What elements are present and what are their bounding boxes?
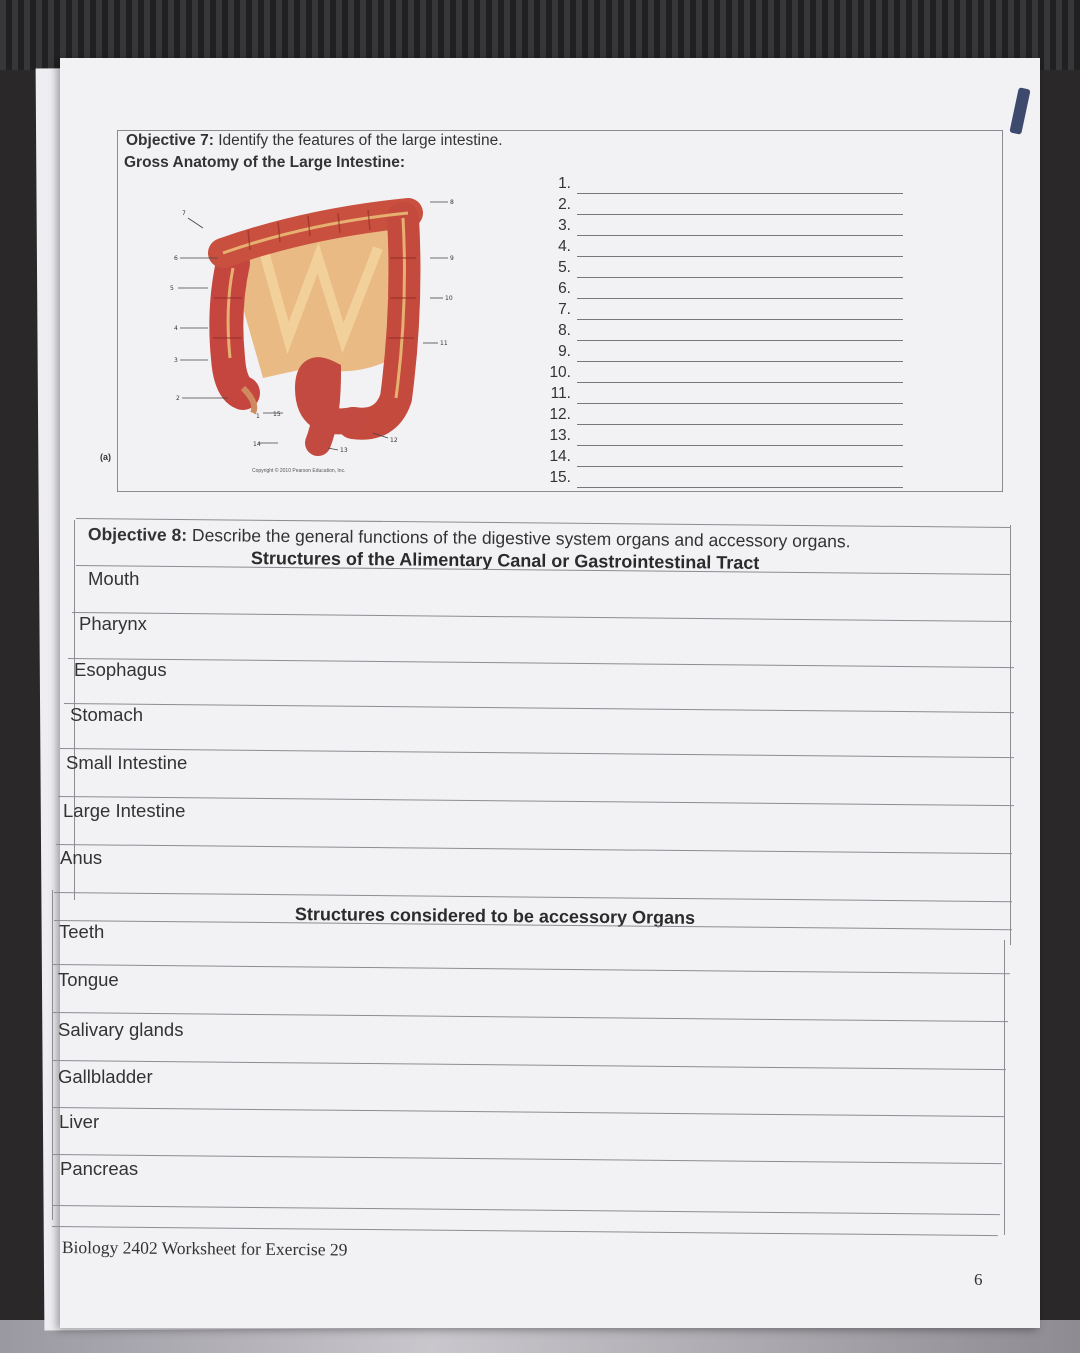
table-right-border (1010, 525, 1011, 945)
row-label-liver: Liver (59, 1111, 100, 1132)
blank-row[interactable] (543, 385, 903, 406)
row-divider (60, 748, 1014, 758)
blank-line[interactable] (577, 193, 903, 194)
blank-number: 1. (558, 175, 571, 192)
row-label-small-intestine: Small Intestine (66, 752, 188, 773)
blank-number: 6. (558, 280, 571, 297)
blank-row[interactable] (543, 343, 903, 364)
row-label-pancreas: Pancreas (60, 1158, 139, 1179)
blank-row[interactable] (543, 175, 903, 196)
blank-number: 12. (549, 406, 571, 423)
callout-7: 7 (182, 210, 186, 217)
blank-row[interactable] (543, 217, 903, 238)
objective7-heading (126, 132, 503, 150)
callout-4: 4 (174, 325, 178, 332)
blank-line[interactable] (577, 445, 903, 446)
callout-3: 3 (174, 357, 178, 364)
row-divider (52, 1060, 1006, 1070)
blank-number: 7. (558, 301, 571, 318)
blank-line[interactable] (577, 277, 903, 278)
row-divider (68, 658, 1014, 668)
row-divider (52, 964, 1010, 974)
blank-row[interactable] (543, 364, 903, 385)
callout-12: 12 (390, 437, 398, 444)
callout-5: 5 (170, 285, 174, 292)
table-bottom-border (52, 1226, 998, 1236)
row-divider (58, 796, 1014, 806)
callout-9: 9 (450, 255, 454, 262)
blank-row[interactable] (543, 427, 903, 448)
callout-10: 10 (445, 295, 453, 302)
row-divider (54, 892, 1012, 902)
row-label-esophagus: Esophagus (74, 659, 167, 680)
accessory-heading: Structures considered to be accessory Organs (294, 904, 696, 928)
callout-1: 1 (256, 413, 260, 420)
blank-row[interactable] (543, 301, 903, 322)
callout-8: 8 (450, 199, 454, 206)
blank-row[interactable] (543, 322, 903, 343)
figure-copyright: Copyright © 2010 Pearson Education, Inc. (252, 468, 346, 474)
row-divider (52, 1107, 1004, 1117)
row-label-large-intestine: Large Intestine (63, 800, 186, 821)
blank-line[interactable] (577, 382, 903, 383)
blank-line[interactable] (577, 403, 903, 404)
row-label-mouth: Mouth (88, 568, 140, 589)
callout-15: 15 (273, 411, 281, 418)
blank-row[interactable] (543, 406, 903, 427)
row-label-stomach: Stomach (70, 704, 144, 725)
blank-line[interactable] (577, 256, 903, 257)
row-label-anus: Anus (60, 847, 103, 868)
blank-number: 11. (550, 385, 571, 402)
row-divider (56, 844, 1012, 854)
row-divider (52, 1154, 1002, 1164)
figure-label: (a) (100, 452, 111, 462)
blank-row[interactable] (543, 448, 903, 469)
table-left-border (52, 890, 53, 1220)
row-label-teeth: Teeth (59, 921, 105, 942)
blank-number: 15. (549, 469, 571, 486)
objective8-heading (88, 524, 851, 552)
objective8-label: Objective 8: (87, 524, 188, 545)
row-divider (64, 703, 1014, 713)
blank-row[interactable] (543, 238, 903, 259)
blank-number: 2. (558, 196, 571, 213)
alimentary-heading: Structures of the Alimentary Canal or Gastrointestinal Tract (250, 548, 760, 573)
row-label-salivary-glands: Salivary glands (58, 1019, 184, 1040)
objective7-text: Identify the features of the large intestine. (218, 132, 503, 149)
blank-line[interactable] (577, 319, 903, 320)
blank-number: 14. (549, 448, 571, 465)
blank-line[interactable] (577, 487, 903, 488)
blank-line[interactable] (577, 235, 903, 236)
blank-number: 10. (549, 364, 571, 381)
row-label-pharynx: Pharynx (79, 613, 147, 634)
callout-2: 2 (176, 395, 180, 402)
blank-row[interactable] (543, 196, 903, 217)
large-intestine-illustration (168, 188, 468, 488)
objective7-label: Objective 7: (126, 132, 214, 149)
table-right-border (1004, 940, 1005, 1235)
blank-number: 13. (549, 427, 571, 444)
callout-14: 14 (253, 441, 261, 448)
footer-course-title: Biology 2402 Worksheet for Exercise 29 (61, 1237, 348, 1260)
callout-11: 11 (440, 340, 448, 347)
blank-line[interactable] (577, 466, 903, 467)
blank-line[interactable] (577, 424, 903, 425)
blank-row[interactable] (543, 280, 903, 301)
blank-number: 5. (558, 259, 571, 276)
row-divider (52, 1205, 1000, 1215)
blank-number: 3. (558, 217, 571, 234)
callout-13: 13 (340, 447, 348, 454)
blank-line[interactable] (577, 361, 903, 362)
blank-number: 4. (558, 238, 571, 255)
row-divider (52, 1012, 1008, 1022)
row-divider (72, 612, 1012, 622)
blank-line[interactable] (577, 340, 903, 341)
objective7-subtitle: Gross Anatomy of the Large Intestine: (124, 154, 406, 171)
callout-6: 6 (174, 255, 178, 262)
row-label-tongue: Tongue (58, 969, 119, 990)
blank-number: 9. (558, 343, 571, 360)
blank-row[interactable] (543, 469, 903, 490)
blank-row[interactable] (543, 259, 903, 280)
row-label-gallbladder: Gallbladder (58, 1066, 153, 1087)
blank-number: 8. (558, 322, 571, 339)
blank-line[interactable] (577, 298, 903, 299)
objective8-text: Describe the general functions of the digestive system organs and accessory organs. (191, 524, 851, 552)
page-number: 6 (974, 1270, 983, 1289)
blank-line[interactable] (577, 214, 903, 215)
